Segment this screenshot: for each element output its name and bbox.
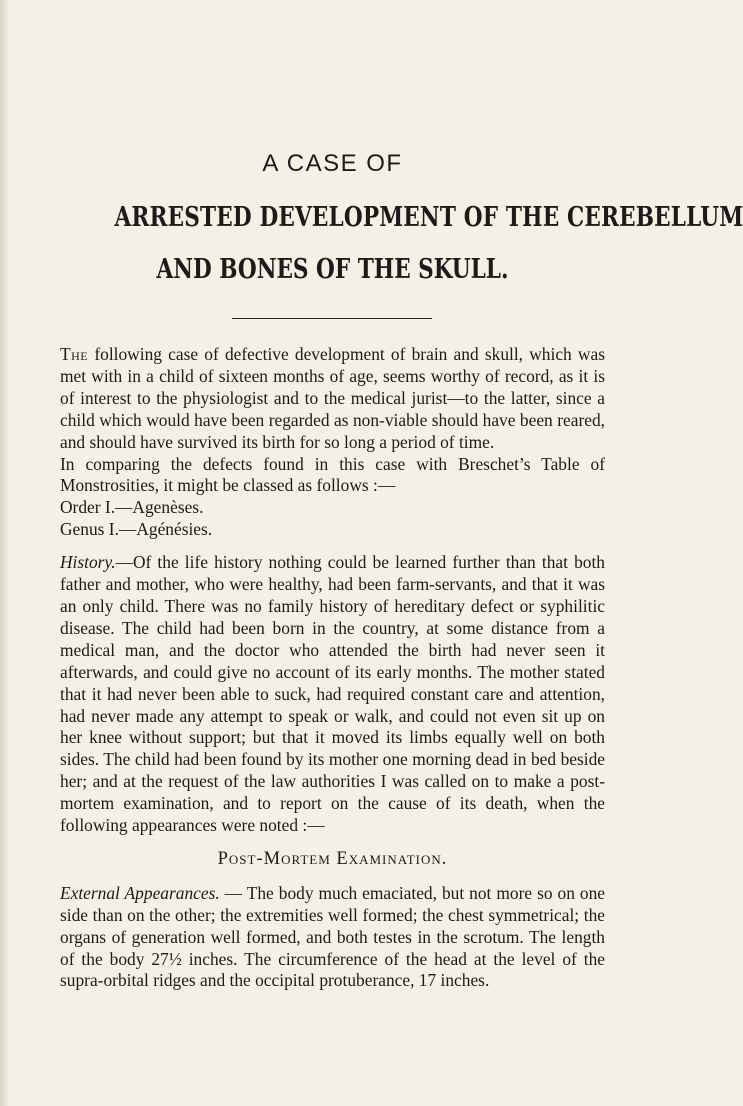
document-page bbox=[60, 0, 743, 1106]
title-rule bbox=[232, 318, 432, 319]
body-text bbox=[60, 344, 605, 992]
genus-line: Genus I.—Agénésies. bbox=[60, 519, 213, 540]
history-paragraph bbox=[60, 552, 605, 837]
history-label: History. bbox=[60, 552, 116, 573]
external-paragraph bbox=[60, 883, 605, 993]
title-line-3: AND BONES OF THE SKULL. bbox=[156, 254, 509, 285]
spacer bbox=[60, 541, 605, 552]
title-line-1: A CASE OF bbox=[262, 150, 403, 177]
intro-text: following case of defective development of brain and skull, which was met with in a child of sixteen months of age, seems worthy of record, as it is of interest to the physiologist and to the medical jurist—to the latter, since a child which would have been regarded as non-viable should have been reared, and should have survived its birth for so long a period of time. bbox=[60, 344, 605, 452]
section-heading: Post-Mortem Examination. bbox=[217, 848, 448, 869]
page-edge bbox=[0, 0, 8, 1106]
intro-lead-word: The bbox=[60, 344, 89, 364]
external-text: — The body much emaciated, but not more so on one side than on the other; the extremities well formed; the chest symmetrical; the organs of generation well formed, and both testes in the scrotum. The length of the body 27½ inches. The circumference of the head at the level of the supra-orbital ridges and the occipital protuberance, 17 inches. bbox=[60, 882, 606, 991]
title-line-2: ARRESTED DEVELOPMENT OF THE CEREBELLUM bbox=[114, 202, 743, 233]
history-text: —Of the life history nothing could be learned further than that both father and mother, who were healthy, had been farm-servants, and that it was an only child. There was no family history of hereditary defect or syphilitic disease. The child had been born in the country, at some distance from a medical man, and the doctor who attended the birth had never seen it afterwards, and could give no account of its early months. The mother stated that it had never been able to suck, had required constant care and attention, had never made any attempt to speak or walk, and could not even sit up on her knee without support; but that it moved its limbs equally well on both sides. The child had been found by its mother one morning dead in bed beside her; and at the request of the law authorities I was called on to make a post-mortem examination, and to report on the cause of its death, when the following appearances were noted :— bbox=[60, 552, 605, 836]
order-line: Order I.—Agenèses. bbox=[60, 497, 204, 518]
external-label: External Appearances. bbox=[60, 882, 220, 903]
comparison-paragraph: In comparing the defects found in this case with Breschet’s Table of Monstrosities, it might be classed as follows :— bbox=[60, 453, 605, 496]
intro-paragraph bbox=[60, 344, 605, 454]
